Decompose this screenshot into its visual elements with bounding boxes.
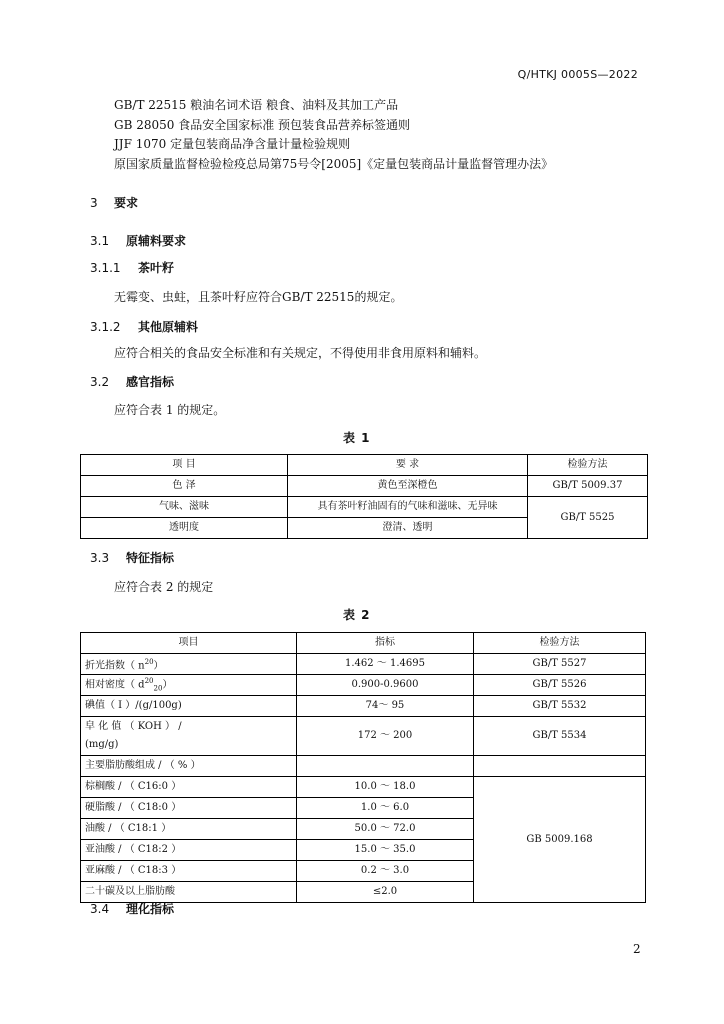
table-header-row [81,633,646,654]
table-row [81,654,646,675]
section-number: 3.2 [90,375,110,389]
table-cell: 0.2 ～ 3.0 [297,861,474,882]
paragraph: 无霉变、虫蛀，且茶叶籽应符合GB/T 22515的规定。 [114,290,403,304]
table-header-cell: 项 目 [81,455,288,476]
section-title: 理化指标 [126,902,175,916]
reference-line: GB/T 22515 粮油名词术语 粮食、油料及其加工产品 [114,98,399,112]
table-cell: 15.0 ～ 35.0 [297,840,474,861]
superscript: 20 [144,677,154,686]
section-heading-3 [90,194,138,211]
cell-text: 折光指数（ n [85,660,145,672]
reference-line: GB 28050 食品安全国家标准 预包装食品营养标签通则 [114,118,411,132]
table-2 [80,632,646,903]
table-cell: 棕榈酸 / （ C16:0 ） [81,777,297,798]
table-2-caption: 表 2 [343,608,371,622]
table-cell: 74～ 95 [297,696,474,717]
table-row [81,476,648,497]
table-cell: 碘值（ I ）/(g/100g) [81,696,297,717]
section-heading-3-1 [90,232,186,249]
table-header-cell: 项目 [81,633,297,654]
table-header-cell: 要 求 [288,455,528,476]
table-cell: 1.0 ～ 6.0 [297,798,474,819]
table-cell: 172 ～ 200 [297,717,474,756]
table-1-caption: 表 1 [343,431,371,445]
table-cell: 黄色至深橙色 [288,476,528,497]
section-title: 要求 [114,196,139,210]
paragraph: 应符合表 2 的规定 [114,580,214,594]
table-cell [81,654,297,675]
table-cell: 气味、滋味 [81,497,288,518]
table-row [81,717,646,756]
table-cell: 透明度 [81,518,288,539]
section-heading-3-2 [90,373,174,390]
section-number: 3.3 [90,551,110,565]
section-title: 其他原辅料 [138,320,199,334]
paragraph: 应符合相关的食品安全标准和有关规定，不得使用非食用原料和辅料。 [114,346,487,360]
table-cell: 具有茶叶籽油固有的气味和滋味、无异味 [288,497,528,518]
table-cell: ≤2.0 [297,882,474,903]
table-cell: 硬脂酸 / （ C18:0 ） [81,798,297,819]
table-cell: 二十碳及以上脂肪酸 [81,882,297,903]
cell-text: ） [153,660,164,672]
table-cell: GB/T 5532 [474,696,646,717]
table-cell: 10.0 ～ 18.0 [297,777,474,798]
page-number: 2 [633,942,641,956]
table-cell: 1.462 ～ 1.4695 [297,654,474,675]
cell-text: 相对密度（ d [85,679,145,691]
section-number: 3.1.2 [90,320,121,334]
document-id: Q/HTKJ 0005S—2022 [517,68,638,81]
table-cell: 0.900-0.9600 [297,675,474,696]
table-cell: GB/T 5009.37 [528,476,648,497]
table-cell: GB/T 5527 [474,654,646,675]
table-cell: GB/T 5526 [474,675,646,696]
table-header-cell: 检验方法 [528,455,648,476]
section-title: 茶叶籽 [138,261,175,275]
cell-line: (mg/g) [85,739,119,750]
table-cell: 亚麻酸 / （ C18:3 ） [81,861,297,882]
section-heading-3-1-2 [90,318,198,335]
table-cell: GB/T 5525 [528,497,648,539]
table-row [81,675,646,696]
section-number: 3.4 [90,902,110,916]
section-heading-3-1-1 [90,259,174,276]
section-title: 感官指标 [126,375,175,389]
section-title: 原辅料要求 [126,234,187,248]
table-cell [297,756,474,777]
table-cell: GB/T 5534 [474,717,646,756]
table-row [81,777,646,798]
table-header-row [81,455,648,476]
table-cell: 50.0 ～ 72.0 [297,819,474,840]
section-number: 3.1 [90,234,110,248]
table-row [81,756,646,777]
table-row [81,696,646,717]
table-cell: 亚油酸 / （ C18:2 ） [81,840,297,861]
cell-text: ） [162,679,173,691]
table-cell: GB 5009.168 [474,777,646,903]
superscript: 20 [144,657,154,666]
table-cell [81,675,297,696]
table-cell: 澄清、透明 [288,518,528,539]
section-number: 3 [90,196,98,210]
paragraph: 应符合表 1 的规定。 [114,403,226,417]
reference-line: JJF 1070 定量包装商品净含量计量检验规则 [114,137,351,151]
reference-line: 原国家质量监督检验检疫总局第75号令[2005]《定量包装商品计量监督管理办法》 [114,157,554,171]
cell-line: 皁 化 值 （ KOH ） / [85,721,182,732]
table-1 [80,454,648,539]
table-row [81,497,648,518]
section-heading-3-3 [90,549,174,566]
section-number: 3.1.1 [90,261,121,275]
table-cell: 主要脂肪酸组成 / （ % ） [81,756,297,777]
section-heading-3-4 [90,900,174,917]
table-header-cell: 指标 [297,633,474,654]
table-cell: 色 泽 [81,476,288,497]
table-cell [81,717,297,756]
section-title: 特征指标 [126,551,175,565]
subscript: 20 [153,684,163,693]
table-cell [474,756,646,777]
table-header-cell: 检验方法 [474,633,646,654]
table-cell: 油酸 / （ C18:1 ） [81,819,297,840]
